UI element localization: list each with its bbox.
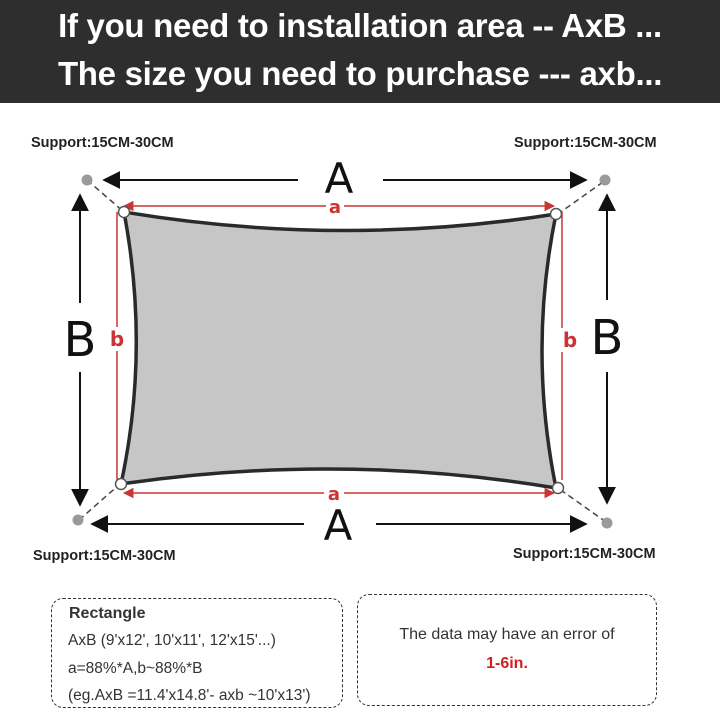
info-line-1: AxB (9'x12', 10'x11', 12'x15'...) <box>68 632 276 649</box>
support-point-bottom-left <box>73 515 84 526</box>
support-label-bottom-left: Support:15CM-30CM <box>33 548 176 564</box>
info-line-3: (eg.AxB =11.4'x14.8'- axb ~10'x13') <box>68 687 311 704</box>
tension-line-bottom-right <box>558 488 606 522</box>
info-line-2: a=88%*A,b~88%*B <box>68 660 203 677</box>
support-point-top-right <box>600 175 611 186</box>
d-ring-top-right <box>551 209 562 220</box>
label-a-top: a <box>328 197 342 218</box>
error-note-value: 1-6in. <box>486 655 528 672</box>
banner-line-1: If you need to installation area -- AxB ... <box>58 7 662 44</box>
error-note-text: The data may have an error of <box>399 626 615 643</box>
banner-line-2: The size you need to purchase --- axb... <box>57 55 663 92</box>
d-ring-bottom-right <box>553 483 564 494</box>
label-b-left: b <box>109 327 125 351</box>
d-ring-bottom-left <box>116 479 127 490</box>
support-point-top-left <box>82 175 93 186</box>
support-label-bottom-right: Support:15CM-30CM <box>513 546 656 562</box>
info-title: Rectangle <box>69 605 146 622</box>
label-A-top: A <box>324 154 354 203</box>
tension-line-top-right <box>558 182 603 214</box>
error-note-box <box>357 594 657 706</box>
rectangle-info-box <box>51 598 343 708</box>
label-B-left: B <box>63 312 97 368</box>
tension-line-top-left <box>87 180 124 212</box>
support-point-bottom-right <box>602 518 613 529</box>
support-label-top-right: Support:15CM-30CM <box>514 135 657 151</box>
support-label-top-left: Support:15CM-30CM <box>31 135 174 151</box>
label-A-bottom: A <box>323 501 353 550</box>
shade-sail-rectangle <box>121 212 556 488</box>
label-a-bottom: a <box>327 484 341 505</box>
label-b-right: b <box>562 328 578 352</box>
label-B-right: B <box>590 310 624 366</box>
tension-line-bottom-left <box>79 484 120 520</box>
d-ring-top-left <box>119 207 130 218</box>
